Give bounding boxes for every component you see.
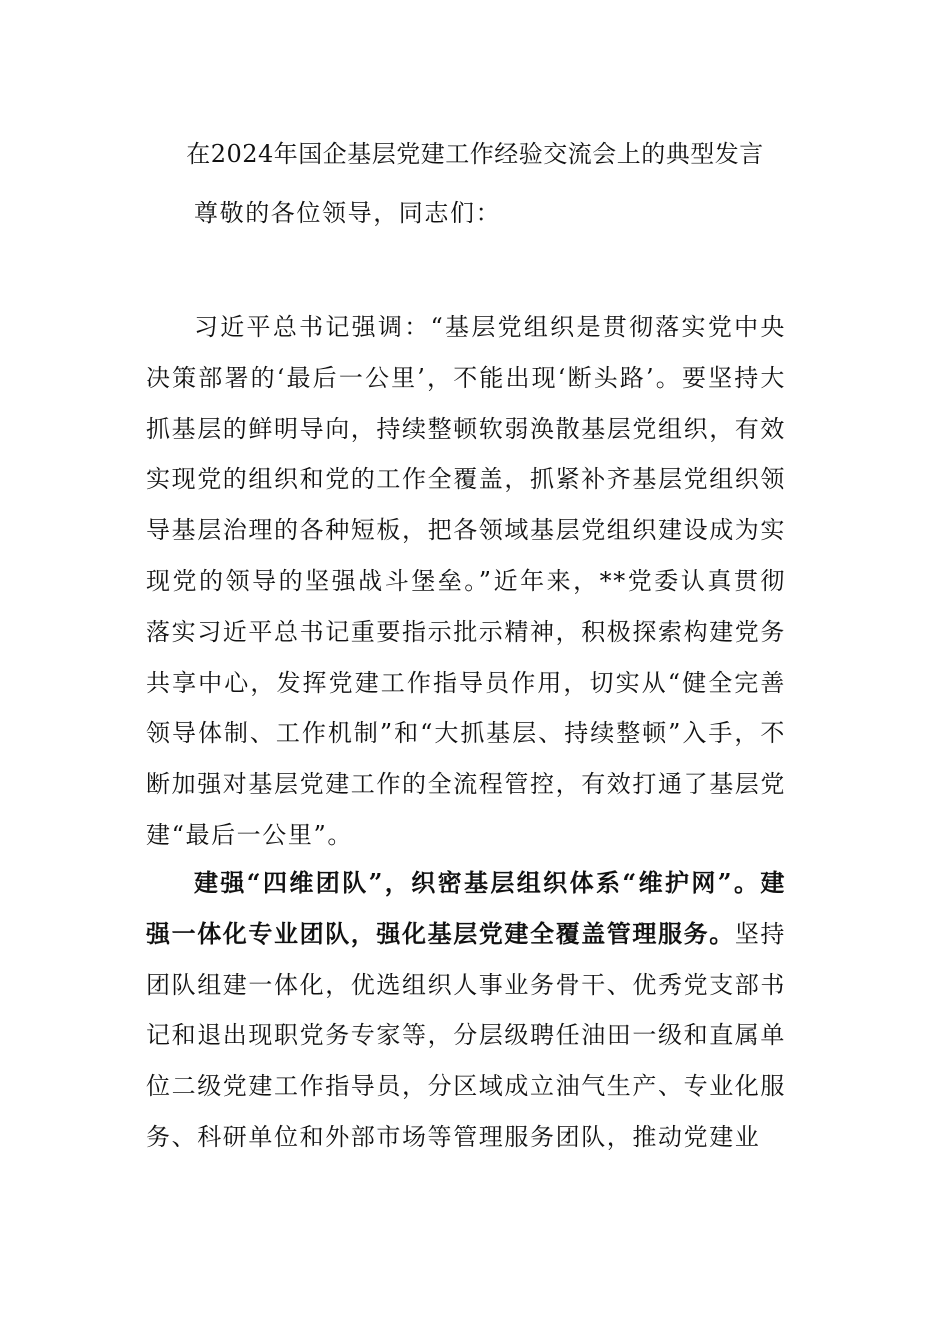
section-heading: 建强“四维团队”，织密基层组织体系“维护网”。 [194, 868, 761, 897]
subheading: 建强一体化专业团队，强化基层党建全覆盖管理服务。 [146, 868, 786, 948]
document-title: 在2024年国企基层党建工作经验交流会上的典型发言 [186, 140, 764, 168]
salutation: 尊敬的各位领导，同志们： [194, 199, 502, 227]
paragraph-intro: 习近平总书记强调：“基层党组织是贯彻落实党中央决策部署的‘最后一公里’，不能出现‘断头路’。要坚持大抓基层的鲜明导向，持续整顿软弱涣散基层党组织，有效实现党的组织和党的工作全覆盖，抓紧补齐基层党组织领导基层治理的各种短板，把各领域基层党组织建设成为实现党的领导的坚强战斗堡垒。”近年来，**党委认真贯彻落实习近平总书记重要指示批示精神，积极探索构建党务共享中心，发挥党建工作指导员作用，切实从“健全完善领导体制、工作机制”和“大抓基层、持续整顿”入手，不断加强对基层党建工作的全流程管控，有效打通了基层党建“最后一公里”。 [146, 313, 786, 849]
paragraph-body: 坚持团队组建一体化，优选组织人事业务骨干、优秀党支部书记和退出现职党务专家等，分层级聘任油田一级和直属单位二级党建工作指导员，分区域成立油气生产、专业化服务、科研单位和外部市场等管理服务团队，推动党建业 [146, 919, 787, 1151]
paragraph-section-one [146, 858, 786, 1163]
